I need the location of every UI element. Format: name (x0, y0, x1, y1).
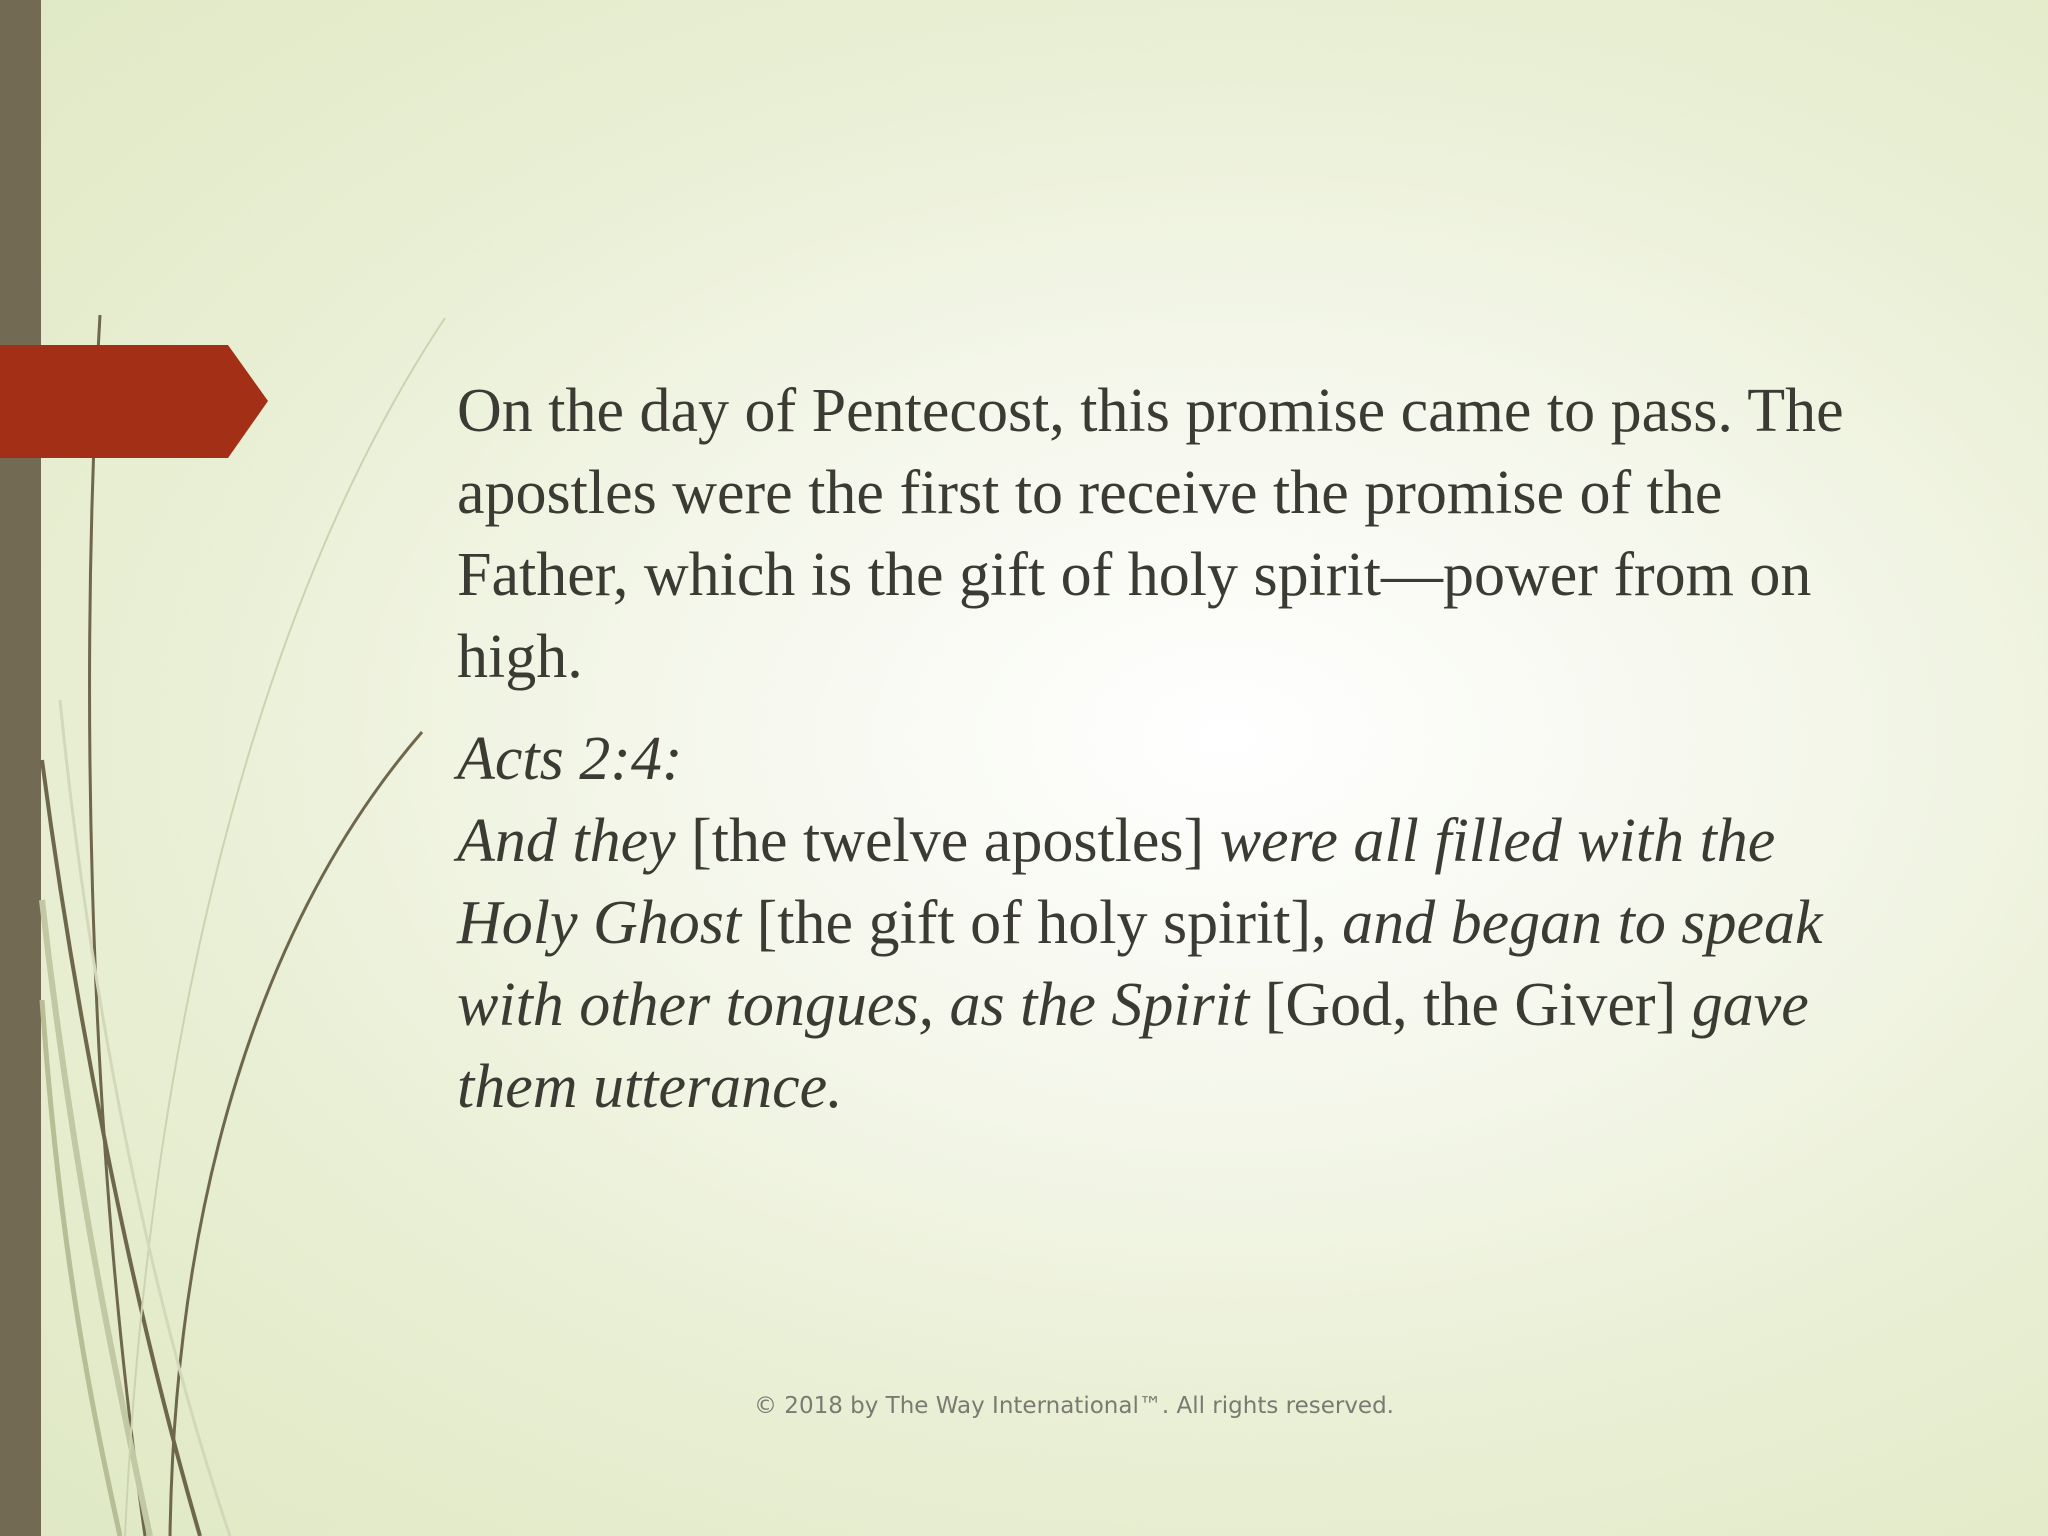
verse-reference: Acts 2:4: (457, 725, 683, 793)
copyright-footer: © 2018 by The Way International™. All rights reserved. (754, 1393, 1394, 1419)
verse-text (457, 800, 1897, 1128)
verse-segment-5: and began to speak with other tongues, as the Spirit (457, 889, 1823, 1039)
spacer (457, 698, 1897, 718)
verse-segment-6: [God, the Giver] (1249, 971, 1692, 1039)
verse-segment-4: [the gift of holy spirit], (741, 889, 1343, 957)
verse-segment-7: gave them utterance. (457, 971, 1809, 1121)
verse-segment-1: And they (457, 807, 676, 875)
slide-body (457, 370, 1897, 1128)
verse-segment-3: were all filled with the Holy Ghost (457, 807, 1776, 957)
decorative-grass-lines (0, 0, 460, 1536)
verse-segment-2: [the twelve apostles] (675, 807, 1220, 875)
red-flag-marker (0, 345, 270, 458)
intro-paragraph: On the day of Pentecost, this promise came to pass. The apostles were the first to receive the promise of the Father, which is the gift of holy spirit—power from on high. (457, 377, 1844, 691)
